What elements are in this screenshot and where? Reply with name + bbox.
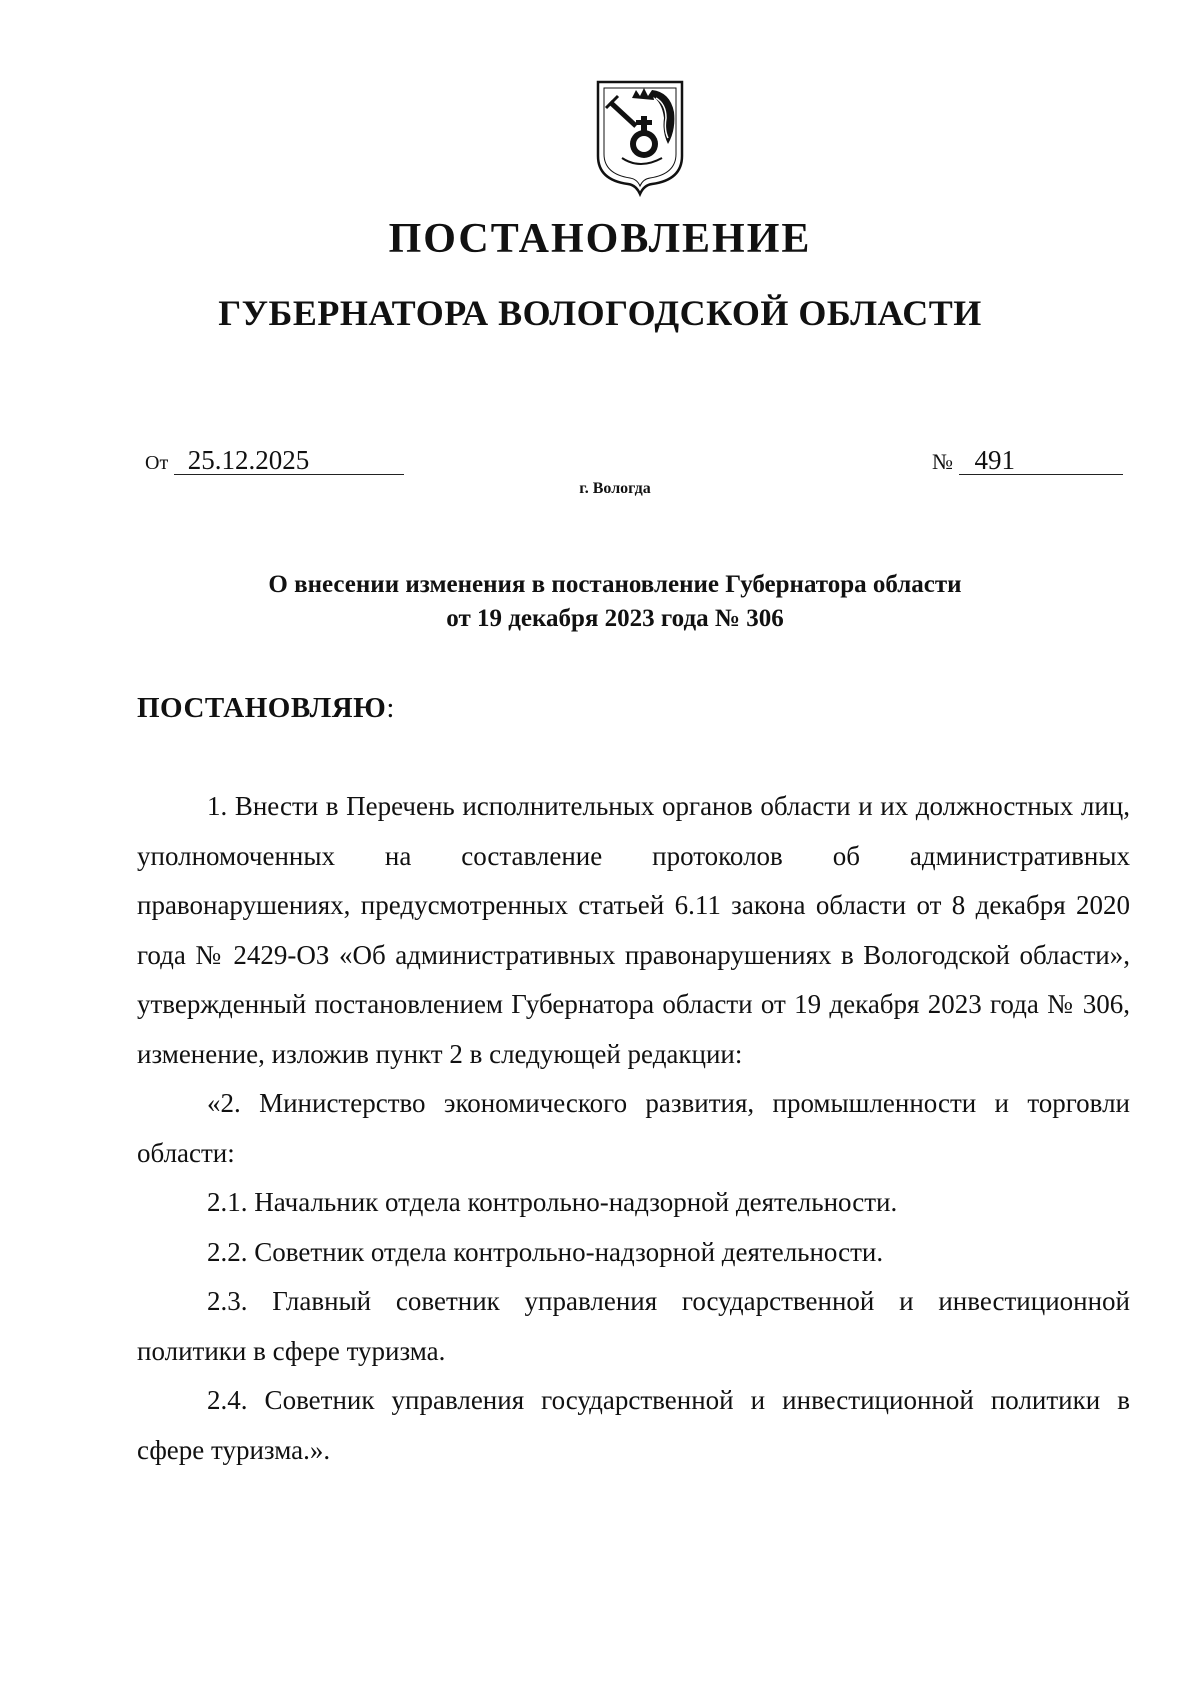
paragraph-1: 1. Внести в Перечень исполнительных органов области и их должностных лиц, уполномоченных на составление протоколов об административных правонарушениях, предусмотренных статьей 6.11 закона области от 8 декабря 2020 года № 2429-ОЗ «Об административных правонарушениях в Вологодской области», утвержденный постановлением Губернатора области от 19 декабря 2023 года № 306, изменение, изложив пункт 2 в следующей редакции:: [137, 791, 1130, 1069]
number-row: [932, 446, 1123, 475]
subject-line-2: от 19 декабря 2023 года № 306: [446, 605, 784, 632]
document-body: [137, 782, 1130, 1475]
paragraph-2: «2. Министерство экономического развития, промышленности и торговли области:: [137, 1088, 1130, 1168]
date-prefix: От: [145, 452, 169, 474]
city-label: г. Вологда: [579, 480, 651, 497]
issuer-title: ГУБЕРНАТОРА ВОЛОГОДСКОЙ ОБЛАСТИ: [218, 293, 982, 333]
date-row: [145, 446, 404, 475]
decree-colon: :: [386, 692, 395, 724]
paragraph-2-4: 2.4. Советник управления государственной и инвестиционной политики в сфере туризма.».: [137, 1385, 1130, 1465]
subject-line-1: О внесении изменения в постановление Губернатора области: [268, 571, 962, 598]
paragraph-2-3: 2.3. Главный советник управления государственной и инвестиционной политики в сфере туризма.: [137, 1286, 1130, 1366]
document-title: ПОСТАНОВЛЕНИЕ: [388, 216, 812, 262]
decree-word: ПОСТАНОВЛЯЮ: [137, 692, 387, 724]
document-subject: [0, 568, 1200, 636]
decree-heading: [137, 692, 395, 725]
paragraph-2-1: 2.1. Начальник отдела контрольно-надзорной деятельности.: [207, 1187, 898, 1217]
coat-of-arms-icon: [592, 78, 688, 198]
paragraph-2-2: 2.2. Советник отдела контрольно-надзорной деятельности.: [207, 1236, 884, 1267]
document-date: 25.12.2025: [174, 446, 404, 475]
number-prefix: №: [932, 449, 953, 474]
document-number: 491: [959, 446, 1123, 475]
